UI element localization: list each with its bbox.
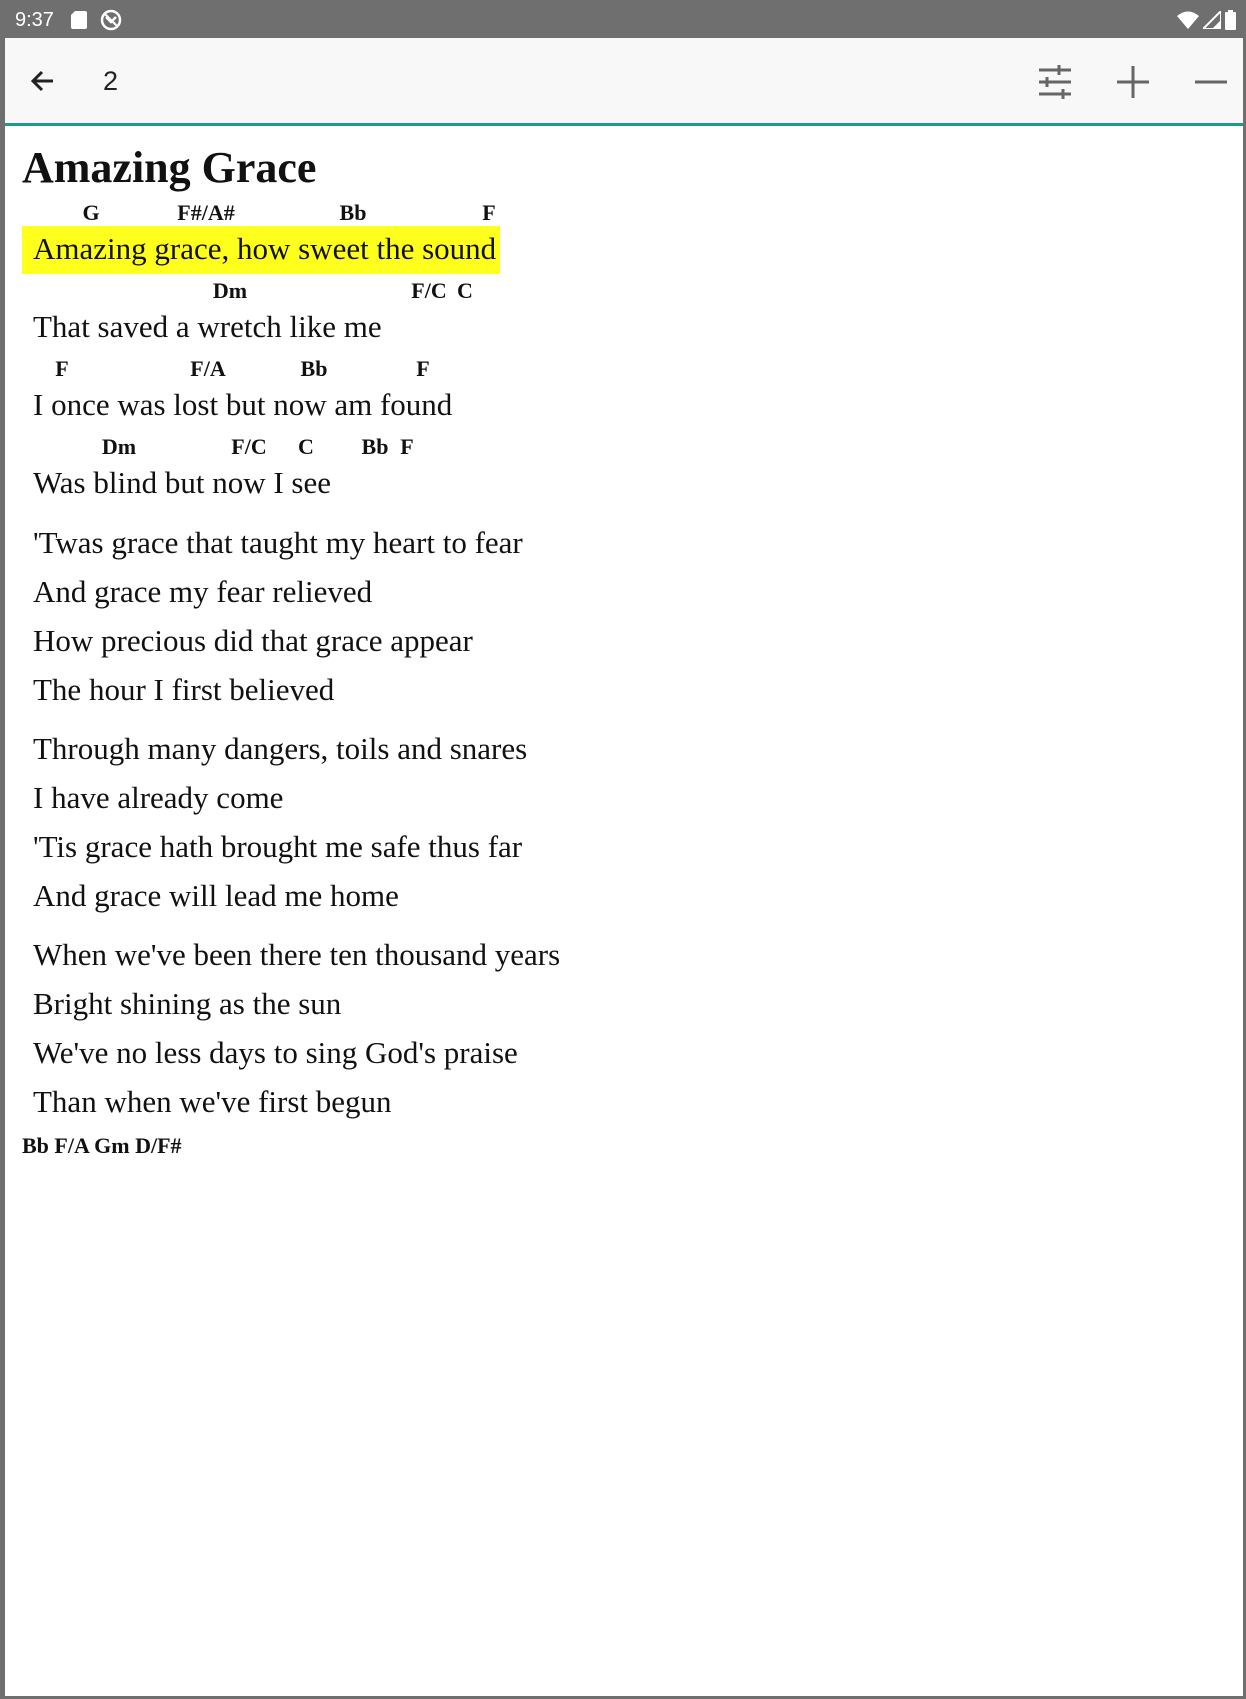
frame-left-edge (0, 0, 5, 1699)
lyric-line[interactable]: We've no less days to sing God's praise (33, 1035, 518, 1070)
minus-icon[interactable] (1191, 62, 1231, 102)
chord-row (22, 430, 722, 460)
verse-2 (22, 518, 1222, 714)
trailing-chords: Bb F/A Gm D/F# (22, 1133, 182, 1158)
lyric-line[interactable]: Than when we've first begun (33, 1084, 392, 1119)
chord: F/C (411, 278, 447, 303)
lyric-line[interactable]: Bright shining as the sun (33, 986, 342, 1021)
app-toolbar (5, 38, 1243, 126)
song-sheet (22, 142, 1222, 1159)
chord: F#/A# (177, 200, 235, 225)
chord: Bb (339, 200, 367, 225)
chord-row (22, 196, 722, 226)
lyric-line[interactable]: I have already come (33, 780, 284, 815)
chord: F/C (231, 434, 267, 459)
chord-lyric-line-4 (22, 430, 722, 508)
chord-lyric-line-2 (22, 274, 722, 352)
status-bar (0, 0, 1246, 38)
plus-icon[interactable] (1113, 62, 1153, 102)
chord: C (298, 434, 314, 459)
lyric-line[interactable]: Was blind but now I see (33, 465, 331, 500)
chord: F (400, 434, 414, 459)
chord: F (482, 200, 496, 225)
tune-icon[interactable] (1035, 62, 1075, 102)
chord: G (82, 200, 100, 225)
lyric-line-highlighted[interactable]: Amazing grace, how sweet the sound (22, 226, 500, 274)
lyric-line[interactable]: I once was lost but now am found (33, 387, 453, 422)
song-title: Amazing Grace (22, 143, 317, 192)
verse-4 (22, 930, 1222, 1126)
lyric-line[interactable]: Through many dangers, toils and snares (33, 731, 528, 766)
chord: Dm (212, 278, 248, 303)
status-indicators (1177, 10, 1236, 35)
lyric-line[interactable]: 'Tis grace hath brought me safe thus far (33, 829, 523, 864)
lyric-line[interactable]: And grace will lead me home (33, 878, 399, 913)
lyric-line[interactable]: That saved a wretch like me (33, 309, 382, 344)
chord: F (416, 356, 430, 381)
toolbar-title: 2 (103, 66, 119, 96)
status-time: 9:37 (15, 9, 54, 31)
sync-icon (100, 9, 122, 36)
chord: F/A (190, 356, 226, 381)
sd-card-icon (71, 11, 87, 34)
chord-row (22, 274, 722, 304)
lyric-line[interactable]: When we've been there ten thousand years (33, 937, 561, 972)
chord: Bb (300, 356, 328, 381)
verse-3 (22, 724, 1222, 920)
back-arrow-icon[interactable] (27, 65, 59, 97)
chord-lyric-line-1 (22, 196, 722, 274)
chord: C (457, 278, 473, 303)
lyric-line[interactable]: How precious did that grace appear (33, 623, 473, 658)
wifi-icon (1177, 11, 1199, 34)
chord-row (22, 352, 722, 382)
lyric-line[interactable]: 'Twas grace that taught my heart to fear (33, 525, 523, 560)
chord-lyric-line-3 (22, 352, 722, 430)
battery-icon (1225, 10, 1236, 35)
signal-icon (1203, 11, 1221, 34)
chord: Bb (361, 434, 389, 459)
chord: Dm (101, 434, 137, 459)
chord: F (55, 356, 69, 381)
lyric-line[interactable]: The hour I first believed (33, 672, 335, 707)
lyric-line[interactable]: And grace my fear relieved (33, 574, 373, 609)
